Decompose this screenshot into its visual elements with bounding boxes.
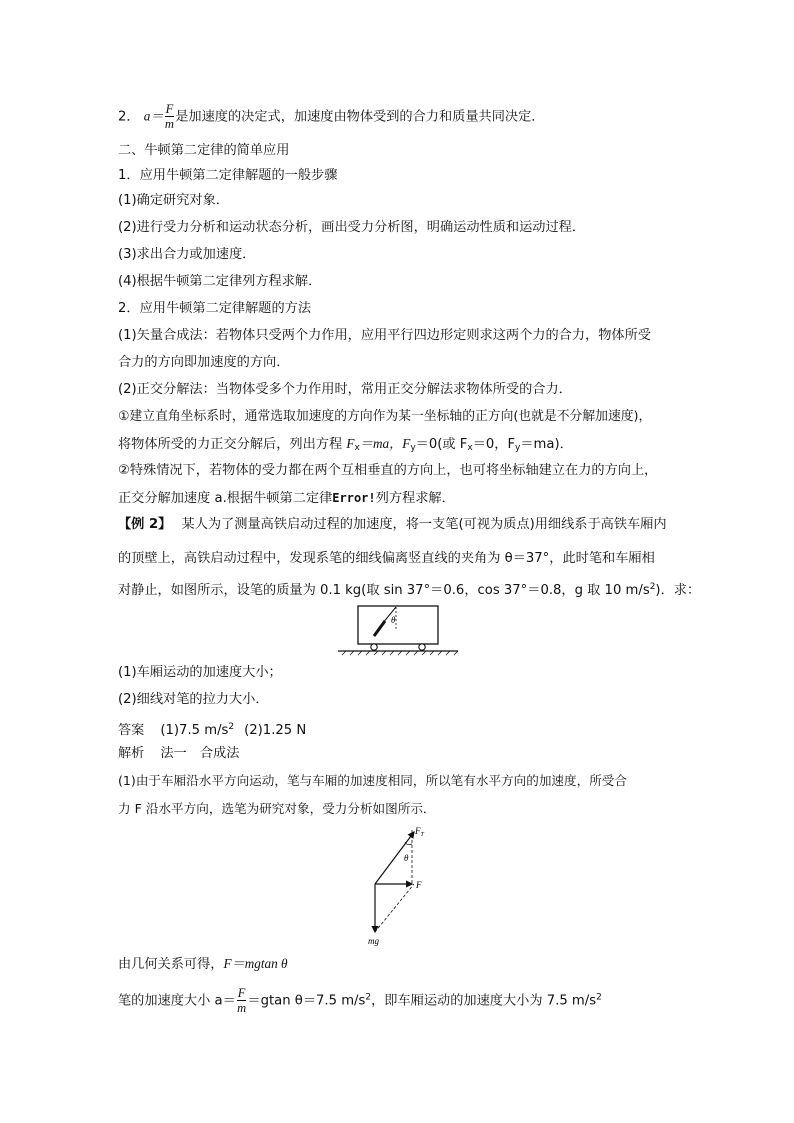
superscript: 2 — [596, 992, 602, 1003]
solution-label: 解析 — [118, 746, 145, 761]
fraction-f-over-m — [237, 986, 247, 1015]
superscript: 2 — [365, 992, 372, 1003]
question-1: (1)车厢运动的加速度大小； — [118, 665, 282, 680]
line-text: 列方程求解． — [375, 491, 455, 506]
fraction-numerator: F — [237, 986, 246, 1000]
gravity-label: mg — [368, 936, 379, 946]
fraction-denominator: m — [237, 1001, 247, 1015]
example-line-1 — [118, 516, 667, 534]
line-text: 对静止，如图所示，设笔的质量为 0.1 kg(取 sin 37°＝0.6，cos 37°＝0.8，g 取 10 m/s — [118, 583, 650, 598]
line-text: 正交分解加速度 a.根据牛顿第二定律 — [118, 491, 333, 506]
case-2-line-2 — [118, 489, 455, 508]
wheel-left — [371, 644, 377, 650]
decision-formula-line — [118, 102, 544, 131]
fraction-numerator: F — [165, 102, 174, 116]
subheading-steps: 1．应用牛顿第二定律解题的一般步骤 — [118, 168, 338, 183]
line-text: 由几何关系可得， — [118, 957, 224, 972]
force-label: F — [416, 880, 422, 890]
solution-heading — [118, 745, 240, 763]
formula-lhs: a＝ — [143, 108, 164, 124]
question-2: (2)细线对笔的拉力大小． — [118, 692, 269, 707]
example-tag: 【例 2】 — [118, 517, 172, 532]
train-car-figure — [336, 604, 460, 656]
force-diagram — [360, 824, 440, 948]
case-2-line-1: ②特殊情况下，若物体的受力都在两个互相垂直的方向上，也可将坐标轴建立在力的方向上， — [118, 463, 658, 478]
acceleration-result-line — [118, 986, 602, 1015]
pen-shape — [374, 621, 385, 636]
line-text: 笔的加速度大小 a＝ — [118, 993, 236, 1009]
answer-label: 答案 — [118, 723, 145, 738]
formula-text: F — [346, 436, 355, 451]
car-body — [358, 606, 438, 644]
step-3: (3)求出合力或加速度． — [118, 247, 256, 262]
line-text: 是加速度的决定式，加速度由物体受到的合力和质量共同决定． — [175, 109, 545, 125]
line-text: ，即车厢运动的加速度大小为 7.5 m/s — [371, 993, 597, 1009]
fraction-denominator: m — [164, 117, 174, 131]
theta-label: θ — [391, 615, 396, 625]
step-4: (4)根据牛顿第二定律列方程求解． — [118, 274, 322, 289]
method-1-line-1: (1)矢量合成法：若物体只受两个力作用，应用平行四边形定则求这两个力的合力，物体所受 — [118, 328, 651, 343]
item-number: 2． — [118, 109, 140, 125]
solution-method: 法一 合成法 — [160, 746, 240, 761]
subscript: y — [410, 443, 416, 453]
line-text: )．求： — [655, 583, 701, 598]
step-2: (2)进行受力分析和运动状态分析，画出受力分析图，明确运动性质和运动过程． — [118, 220, 586, 235]
superscript: 2 — [649, 582, 656, 592]
case-1-line-1: ①建立直角坐标系时，通常选取加速度的方向作为某一坐标轴的正方向(也就是不分解加速度)， — [118, 409, 652, 424]
subscript: x — [467, 443, 473, 453]
fraction-f-over-m — [165, 102, 175, 131]
wheel-right — [419, 644, 425, 650]
answer-part-1: (1)7.5 m/s — [160, 723, 229, 738]
formula-text: ＝0，F — [472, 437, 516, 452]
case-1-line-2 — [118, 435, 573, 457]
tension-label: $F_T$ — [415, 826, 424, 838]
line-text: 某人为了测量高铁启动过程的加速度，将一支笔(可视为质点)用细线系于高铁车厢内 — [181, 517, 667, 532]
geometry-relation-line — [118, 955, 288, 974]
formula-text: ＝0(或 F — [415, 437, 468, 452]
theta-label: θ — [404, 853, 409, 863]
formula-text: ＝ma，F — [359, 436, 411, 451]
formula-text: ＝ma)． — [520, 437, 573, 452]
subheading-methods: 2．应用牛顿第二定律解题的方法 — [118, 301, 312, 316]
line-text: 将物体所受的力正交分解后，列出方程 — [118, 437, 347, 452]
step-1: (1)确定研究对象． — [118, 193, 229, 208]
superscript: 2 — [228, 722, 235, 732]
solution-line-2: 力 F 沿水平方向，选笔为研究对象，受力分析如图所示． — [118, 801, 436, 816]
method-1-line-2: 合力的方向即加速度的方向． — [118, 355, 290, 370]
example-line-3 — [118, 578, 700, 600]
method-2: (2)正交分解法：当物体受多个力作用时，常用正交分解法求物体所受的合力． — [118, 382, 572, 397]
subscript: y — [515, 443, 521, 453]
parallelogram-dashed-side — [375, 884, 414, 932]
error-placeholder: Error! — [332, 491, 376, 505]
example-line-2: 的顶壁上，高铁启动过程中，发现系笔的细线偏离竖直线的夹角为 θ＝37°，此时笔和车厢相 — [118, 551, 655, 566]
solution-line-1: (1)由于车厢沿水平方向运动，笔与车厢的加速度相同，所以笔有水平方向的加速度，所受合 — [118, 773, 627, 788]
section-heading: 二、牛顿第二定律的简单应用 — [118, 143, 290, 158]
formula-text: F＝mgtan θ — [223, 956, 288, 971]
answer-line — [118, 718, 306, 740]
subscript: x — [354, 443, 360, 453]
answer-part-2: (2)1.25 N — [244, 723, 307, 738]
formula-text: ＝gtan θ＝7.5 m/s — [247, 993, 366, 1009]
